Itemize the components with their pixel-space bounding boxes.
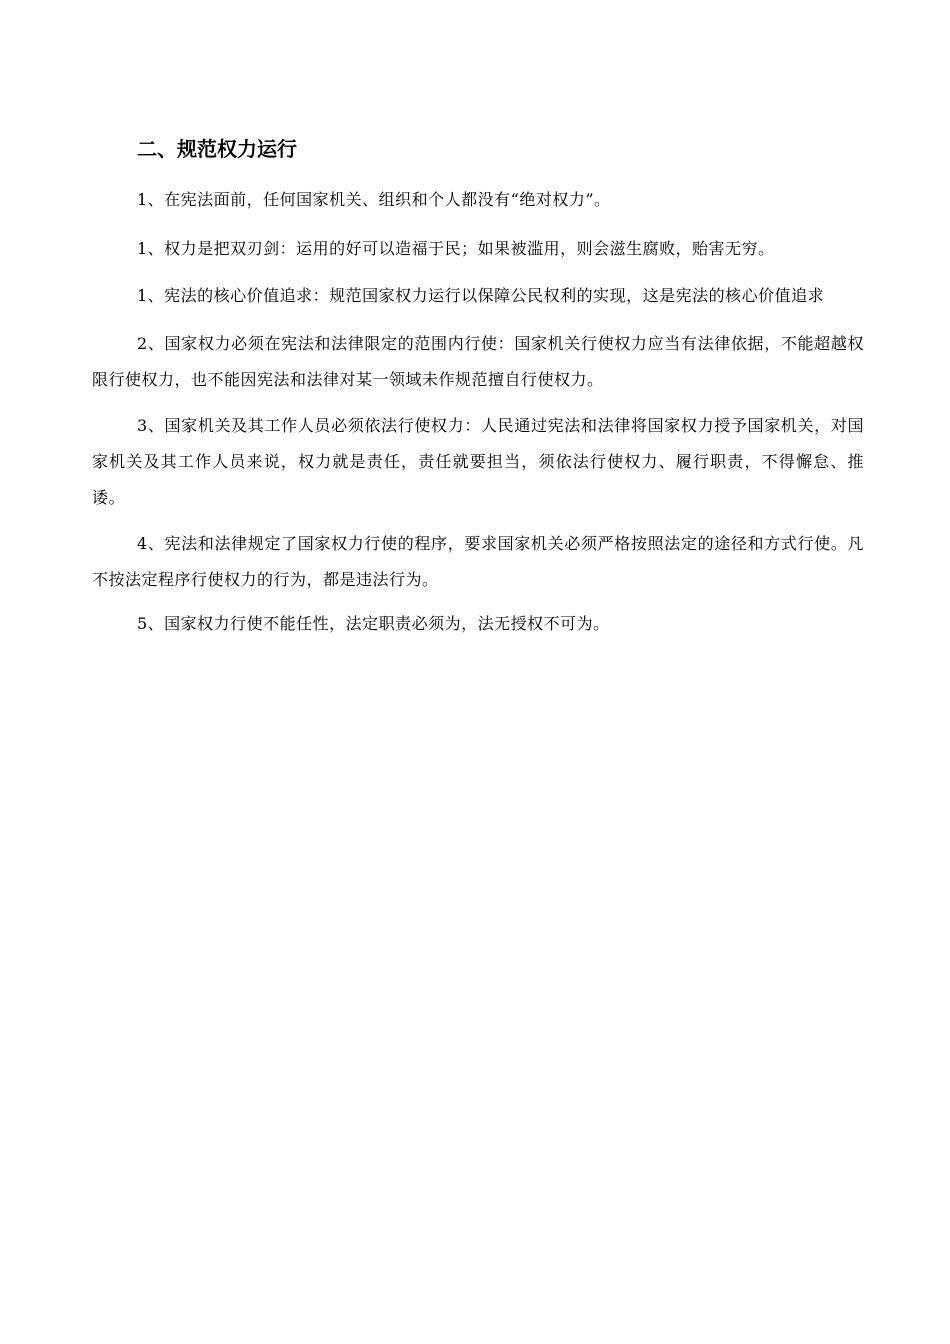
paragraph-double-edged-sword: 1、权力是把双刃剑：运用的好可以造福于民；如果被滥用，则会滋生腐败，贻害无穷。 [137,239,775,258]
paragraph-exercise-by-law: 3、国家机关及其工作人员必须依法行使权力：人民通过宪法和法律将国家权力授予国家机关，对国家机关及其工作人员来说，权力就是责任，责任就要担当，须依法行使权力、履行职责，不得懈怠、推诿。 [92,416,864,507]
paragraph-procedure: 4、宪法和法律规定了国家权力行使的程序，要求国家机关必须严格按照法定的途径和方式行使。凡不按法定程序行使权力的行为，都是违法行为。 [92,534,864,589]
paragraph-absolute-power: 1、在宪法面前，任何国家机关、组织和个人都没有“绝对权力”。 [137,190,611,209]
paragraph-core-value: 1、宪法的核心价值追求：规范国家权力运行以保障公民权利的实现，这是宪法的核心价值追求 [137,286,825,305]
document-body [92,134,864,642]
paragraph-legal-scope: 2、国家权力必须在宪法和法律限定的范围内行使：国家机关行使权力应当有法律依据，不能超越权限行使权力，也不能因宪法和法律对某一领域未作规范擅自行使权力。 [92,334,864,389]
section-title: 二、规范权力运行 [137,137,297,161]
paragraph-no-arbitrary-power: 5、国家权力行使不能任性，法定职责必须为，法无授权不可为。 [137,614,610,633]
